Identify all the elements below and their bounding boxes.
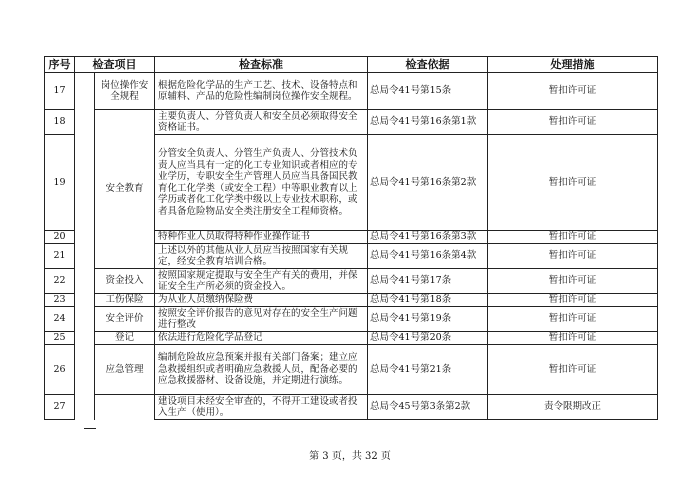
header-item: 检查项目 bbox=[75, 57, 155, 73]
row-standard: 分管安全负责人、分管生产负责人、分管技术负责人应当具有一定的化工专业知识或者相应的专业学历，专职安全生产管理人员应当具备国民教育化工化学类（或安全工程）中等职业教育以上学历或者化工化学类中级以上专业技术职称，或者具备危险物品安全类注册安全工程师资格。 bbox=[155, 135, 368, 231]
table-header-row bbox=[45, 57, 658, 73]
row-measure: 暂扣许可证 bbox=[488, 110, 658, 135]
row-measure: 暂扣许可证 bbox=[488, 73, 658, 110]
row-basis: 总局令41号第15条 bbox=[368, 73, 488, 110]
inspection-table-container bbox=[44, 56, 657, 420]
page-footer: 第 3 页，共 32 页 bbox=[309, 451, 391, 462]
row-measure: 暂扣许可证 bbox=[488, 269, 658, 294]
row-item: 安全评价 bbox=[95, 307, 155, 332]
row-item: 登记 bbox=[95, 332, 155, 345]
header-basis: 检查依据 bbox=[368, 57, 488, 73]
row-item: 岗位操作安全规程 bbox=[95, 73, 155, 110]
row-basis: 总局令41号第16条第3款 bbox=[368, 231, 488, 244]
row-item: 资金投入 bbox=[95, 269, 155, 294]
row-measure: 暂扣许可证 bbox=[488, 332, 658, 345]
row-standard: 编制危险故应急预案并报有关部门备案；建立应急救援组织或者明确应急救援人员，配备必要的应急救援器材、设备设施，并定期进行演练。 bbox=[155, 345, 368, 395]
row-basis: 总局令41号第18条 bbox=[368, 294, 488, 307]
table-row bbox=[45, 294, 658, 307]
row-basis: 总局令41号第21条 bbox=[368, 345, 488, 395]
row-basis: 总局令41号第17条 bbox=[368, 269, 488, 294]
row-basis: 总局令41号第16条第1款 bbox=[368, 110, 488, 135]
table-row bbox=[45, 307, 658, 332]
row-measure: 暂扣许可证 bbox=[488, 345, 658, 395]
row-no: 24 bbox=[45, 307, 75, 332]
row-basis: 总局令41号第20条 bbox=[368, 332, 488, 345]
row-measure: 暂扣许可证 bbox=[488, 294, 658, 307]
row-basis: 总局令45号第3条第2款 bbox=[368, 395, 488, 420]
row-standard: 特种作业人员取得特种作业操作证书 bbox=[155, 231, 368, 244]
row-no: 20 bbox=[45, 231, 75, 244]
table-row bbox=[45, 73, 658, 110]
category-gutter bbox=[75, 73, 95, 420]
row-standard: 上述以外的其他从业人员应当按照国家有关规定，经安全教育培训合格。 bbox=[155, 244, 368, 269]
row-measure: 责令限期改正 bbox=[488, 395, 658, 420]
row-no: 27 bbox=[45, 395, 75, 420]
row-item: 安全教育 bbox=[95, 110, 155, 269]
table-row bbox=[45, 269, 658, 294]
row-standard: 为从业人员缴纳保险费 bbox=[155, 294, 368, 307]
row-standard: 主要负责人、分管负责人和安全员必须取得安全资格证书。 bbox=[155, 110, 368, 135]
table-continuation-mark bbox=[84, 428, 96, 429]
row-standard: 按照国家规定提取与安全生产有关的费用，并保证安全生产所必须的资金投入。 bbox=[155, 269, 368, 294]
row-standard: 按照安全评价报告的意见对存在的安全生产问题进行整改 bbox=[155, 307, 368, 332]
row-item bbox=[95, 395, 155, 420]
row-standard: 建设项目未经安全审查的，不得开工建设或者投入生产（使用）。 bbox=[155, 395, 368, 420]
row-standard: 根据危险化学品的生产工艺、技术、设备特点和原辅料、产品的危险性编制岗位操作安全规程。 bbox=[155, 73, 368, 110]
row-no: 18 bbox=[45, 110, 75, 135]
header-no: 序号 bbox=[45, 57, 75, 73]
row-measure: 暂扣许可证 bbox=[488, 135, 658, 231]
header-standard: 检查标准 bbox=[155, 57, 368, 73]
row-no: 21 bbox=[45, 244, 75, 269]
row-no: 25 bbox=[45, 332, 75, 345]
row-no: 26 bbox=[45, 345, 75, 395]
table-row bbox=[45, 345, 658, 395]
row-item: 工伤保险 bbox=[95, 294, 155, 307]
row-measure: 暂扣许可证 bbox=[488, 244, 658, 269]
table-row bbox=[45, 395, 658, 420]
table-row bbox=[45, 332, 658, 345]
row-basis: 总局令41号第16条第4款 bbox=[368, 244, 488, 269]
row-no: 19 bbox=[45, 135, 75, 231]
header-measure: 处理措施 bbox=[488, 57, 658, 73]
row-basis: 总局令41号第19条 bbox=[368, 307, 488, 332]
row-measure: 暂扣许可证 bbox=[488, 231, 658, 244]
row-standard: 依法进行危险化学品登记 bbox=[155, 332, 368, 345]
row-item: 应急管理 bbox=[95, 345, 155, 395]
row-no: 23 bbox=[45, 294, 75, 307]
row-no: 17 bbox=[45, 73, 75, 110]
row-basis: 总局令41号第16条第2款 bbox=[368, 135, 488, 231]
row-no: 22 bbox=[45, 269, 75, 294]
row-measure: 暂扣许可证 bbox=[488, 307, 658, 332]
inspection-table bbox=[44, 56, 658, 420]
table-row bbox=[45, 110, 658, 135]
